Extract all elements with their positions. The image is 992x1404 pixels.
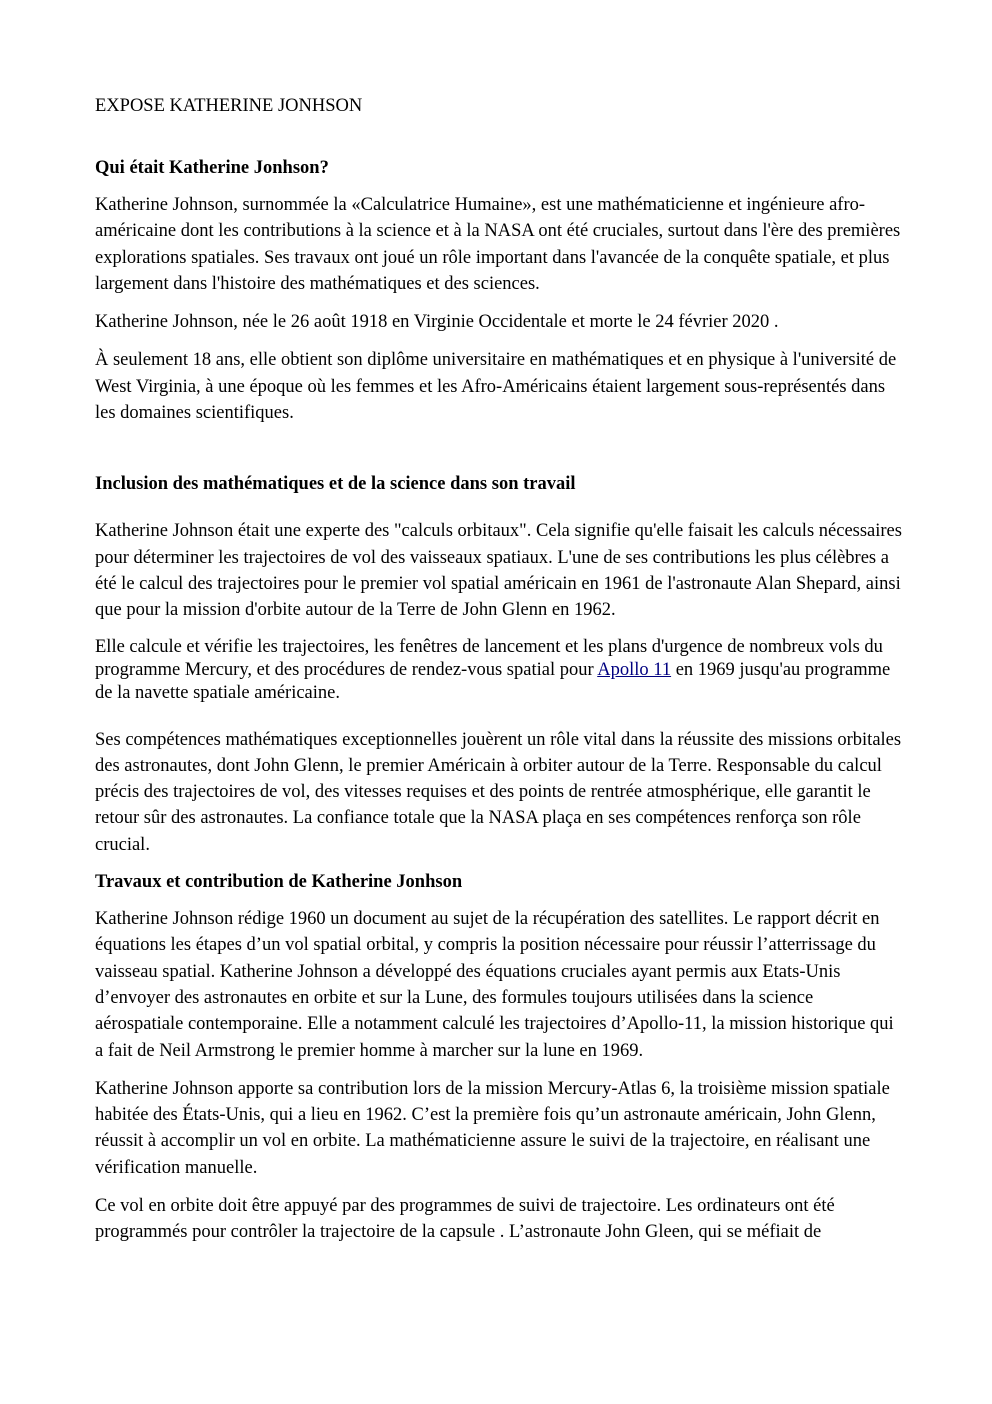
paragraph-mercury-atlas: Katherine Johnson apporte sa contribution lors de la mission Mercury-Atlas 6, la troisième mission spatiale habitée des États-Unis, qui a lieu en 1962. C’est la première fois qu’un astronaute américain, John Glenn, réussit à accomplir un vol en orbite. La mathématicienne assure le suivi de la trajectoire, en réalisant une vérification manuelle. (95, 1078, 890, 1178)
apollo-11-link[interactable]: Apollo 11 (597, 659, 672, 680)
paragraph-trajectory-programs: Ce vol en orbite doit être appuyé par des programmes de suivi de trajectoire. Les ordinateurs ont été programmés pour contrôler la trajectoire de la capsule . L’astronaute John Gleen, qui se méfiait de (95, 1196, 835, 1243)
document-page (95, 94, 903, 1246)
section-heading-inclusion: Inclusion des mathématiques et de la science dans son travail (95, 474, 576, 495)
paragraph-birth: Katherine Johnson, née le 26 août 1918 en Virginie Occidentale et morte le 24 février 2020 . (95, 312, 779, 333)
paragraph-education: À seulement 18 ans, elle obtient son diplôme universitaire en mathématiques et en physique à l'université de West Virginia, à une époque où les femmes et les Afro-Américains étaient largement sous-représentés dans les domaines scientifiques. (95, 350, 897, 424)
paragraph-orbital-calculations: Katherine Johnson était une experte des "calculs orbitaux". Cela signifie qu'elle faisait les calculs nécessaires pour déterminer les trajectoires de vol des vaisseaux spatiaux. L'une de ses contributions les plus célèbres a été le calcul des trajectoires pour le premier vol spatial américain en 1961 de l'astronaute Alan Shepard, ainsi que pour la mission d'orbite autour de la Terre de John Glenn en 1962. (95, 521, 902, 621)
paragraph-mercury-program (95, 636, 903, 705)
paragraph-satellite-report: Katherine Johnson rédige 1960 un document au sujet de la récupération des satellites. Le rapport décrit en équations les étapes d’un vol spatial orbital, y compris la position nécessaire pour réussir l’atterrissage du vaisseau spatial. Katherine Johnson a développé des équations cruciales ayant permis aux Etats-Unis d’envoyer des astronautes en orbite et sur la Lune, des formules toujours utilisées dans la science aérospatiale contemporaine. Elle a notamment calculé les trajectoires d’Apollo-11, la mission historique qui a fait de Neil Armstrong le premier homme à marcher sur la lune en 1969. (95, 909, 894, 1061)
paragraph-mercury-text-after: en 1969 jusqu'au programme de la navette spatiale américaine. (95, 659, 891, 703)
paragraph-skills: Ses compétences mathématiques exceptionnelles jouèrent un rôle vital dans la réussite des missions orbitales des astronautes, dont John Glenn, le premier Américain à orbiter autour de la Terre. Responsable du calcul précis des trajectoires de vol, des vitesses requises et des points de rentrée atmosphérique, elle garantit le retour sûr des astronautes. La confiance totale que la NASA plaça en ses compétences renforça son rôle crucial. (95, 729, 902, 855)
document-title: EXPOSE KATHERINE JONHSON (95, 96, 363, 116)
paragraph-intro: Katherine Johnson, surnommée la «Calculatrice Humaine», est une mathématicienne et ingénieure afro-américaine dont les contributions à la science et à la NASA ont été cruciales, surtout dans l'ère des premières explorations spatiales. Ses travaux ont joué un rôle important dans l'avancée de la conquête spatiale, et plus largement dans l'histoire des mathématiques et des sciences. (95, 195, 901, 294)
section-heading-who: Qui était Katherine Jonhson? (95, 158, 329, 178)
paragraph-mercury-text-before: Elle calcule et vérifie les trajectoires, les fenêtres de lancement et les plans d'urgence de nombreux vols du programme Mercury, et des procédures de rendez-vous spatial pour (95, 636, 883, 680)
section-heading-works: Travaux et contribution de Katherine Jonhson (95, 872, 463, 893)
